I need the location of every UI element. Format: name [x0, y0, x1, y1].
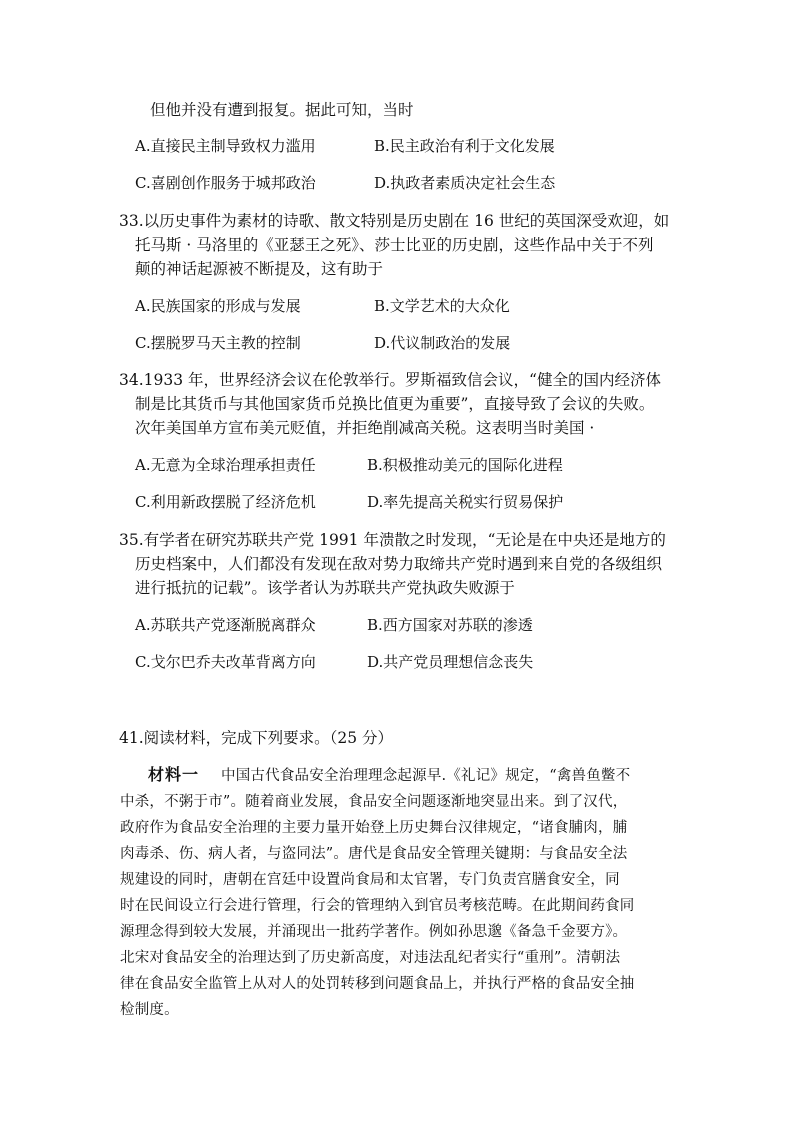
q33-stem-line-2: 托马斯 · 马洛里的《亚瑟王之死》、莎士比亚的历史剧，这些作品中关于不列	[135, 236, 654, 254]
q33-option-b: B.文学艺术的大众化	[374, 297, 510, 315]
material-label: 材料一	[148, 765, 200, 784]
material-line-2: 中杀，不粥于市”。随着商业发展，食品安全问题逐渐地突显出来。到了汉代，	[120, 794, 628, 810]
q34-option-d: D.率先提高关税实行贸易保护	[367, 493, 564, 511]
q35-stem-line-2: 历史档案中，人们都没有发现在敌对势力取缔共产党时遇到来自党的各级组织	[135, 555, 663, 573]
q35-option-a: A.苏联共产党逐渐脱离群众	[135, 616, 316, 634]
q32-option-b: B.民主政治有利于文化发展	[374, 137, 555, 155]
q34-option-b: B.积极推动美元的国际化进程	[367, 456, 563, 474]
q32-option-c: C.喜剧创作服务于城邦政治	[135, 174, 316, 192]
q34-stem-line-2: 制是比其货币与其他国家货币兑换比值更为重要”，直接导致了会议的失败。	[135, 395, 655, 413]
material-line-3: 政府作为食品安全治理的主要力量开始登上历史舞台汉律规定，“诸食脯肉，脯	[120, 820, 628, 836]
q35-option-c: C.戈尔巴乔夫改革背离方向	[135, 653, 316, 671]
material-line-6: 时在民间设立行会进行管理，行会的管理纳入到官员考核范畴。在此期间药食同	[120, 898, 635, 914]
material-line-5: 规建设的同时，唐朝在宫廷中设置尚食局和太官署，专门负责宫膳食安全，同	[120, 872, 620, 888]
material-line-4: 肉毒杀、伤、病人者，与盗同法”。唐代是食品安全管理关键期：与食品安全法	[120, 846, 628, 862]
q32-option-a: A.直接民主制导致权力滥用	[135, 137, 316, 155]
q32-stem-tail: 但他并没有遭到报复。据此可知，当时	[150, 101, 414, 119]
material-line-1	[120, 765, 675, 786]
q32-option-d: D.执政者素质决定社会生态	[374, 174, 556, 192]
material-text-1: 中国古代食品安全治理理念起源早.《礼记》规定，“禽兽鱼鳖不	[221, 768, 631, 784]
material-line-10: 检制度。	[120, 1002, 179, 1018]
q35-stem-line-1: 35.有学者在研究苏联共产党 1991 年溃散之时发现，“无论是在中央还是地方的	[119, 531, 666, 549]
material-line-9: 律在食品安全监管上从对人的处罚转移到问题食品上，并执行严格的食品安全抽	[120, 976, 635, 992]
q35-option-b: B.西方国家对苏联的渗透	[367, 616, 533, 634]
q41-title: 41.阅读材料，完成下列要求。（25 分）	[119, 729, 394, 747]
q34-stem-line-3: 次年美国单方宣布美元贬值，并拒绝削减高关税。这表明当时美国 ·	[135, 419, 595, 437]
q35-stem-line-3: 进行抵抗的记载”。该学者认为苏联共产党执政失败源于	[135, 579, 515, 597]
material-line-8: 北宋对食品安全的治理达到了历史新高度，对违法乱纪者实行“重刑”。清朝法	[120, 950, 621, 966]
q33-stem-line-3: 颠的神话起源被不断提及，这有助于	[135, 260, 384, 278]
q33-stem-line-1: 33.以历史事件为素材的诗歌、散文特别是历史剧在 16 世纪的英国深受欢迎，如	[119, 212, 670, 230]
q33-option-d: D.代议制政治的发展	[374, 334, 511, 352]
material-line-7: 源理念得到较大发展，并涌现出一批药学著作。例如孙思邈《备急千金要方》。	[120, 924, 628, 940]
q34-stem-line-1: 34.1933 年，世界经济会议在伦敦举行。罗斯福致信会议，“健全的国内经济体	[119, 371, 661, 389]
q33-option-a: A.民族国家的形成与发展	[135, 297, 301, 315]
q33-option-c: C.摆脱罗马天主教的控制	[135, 334, 301, 352]
q34-option-c: C.利用新政摆脱了经济危机	[135, 493, 316, 511]
q34-option-a: A.无意为全球治理承担责任	[135, 456, 316, 474]
q35-option-d: D.共产党员理想信念丧失	[367, 653, 534, 671]
